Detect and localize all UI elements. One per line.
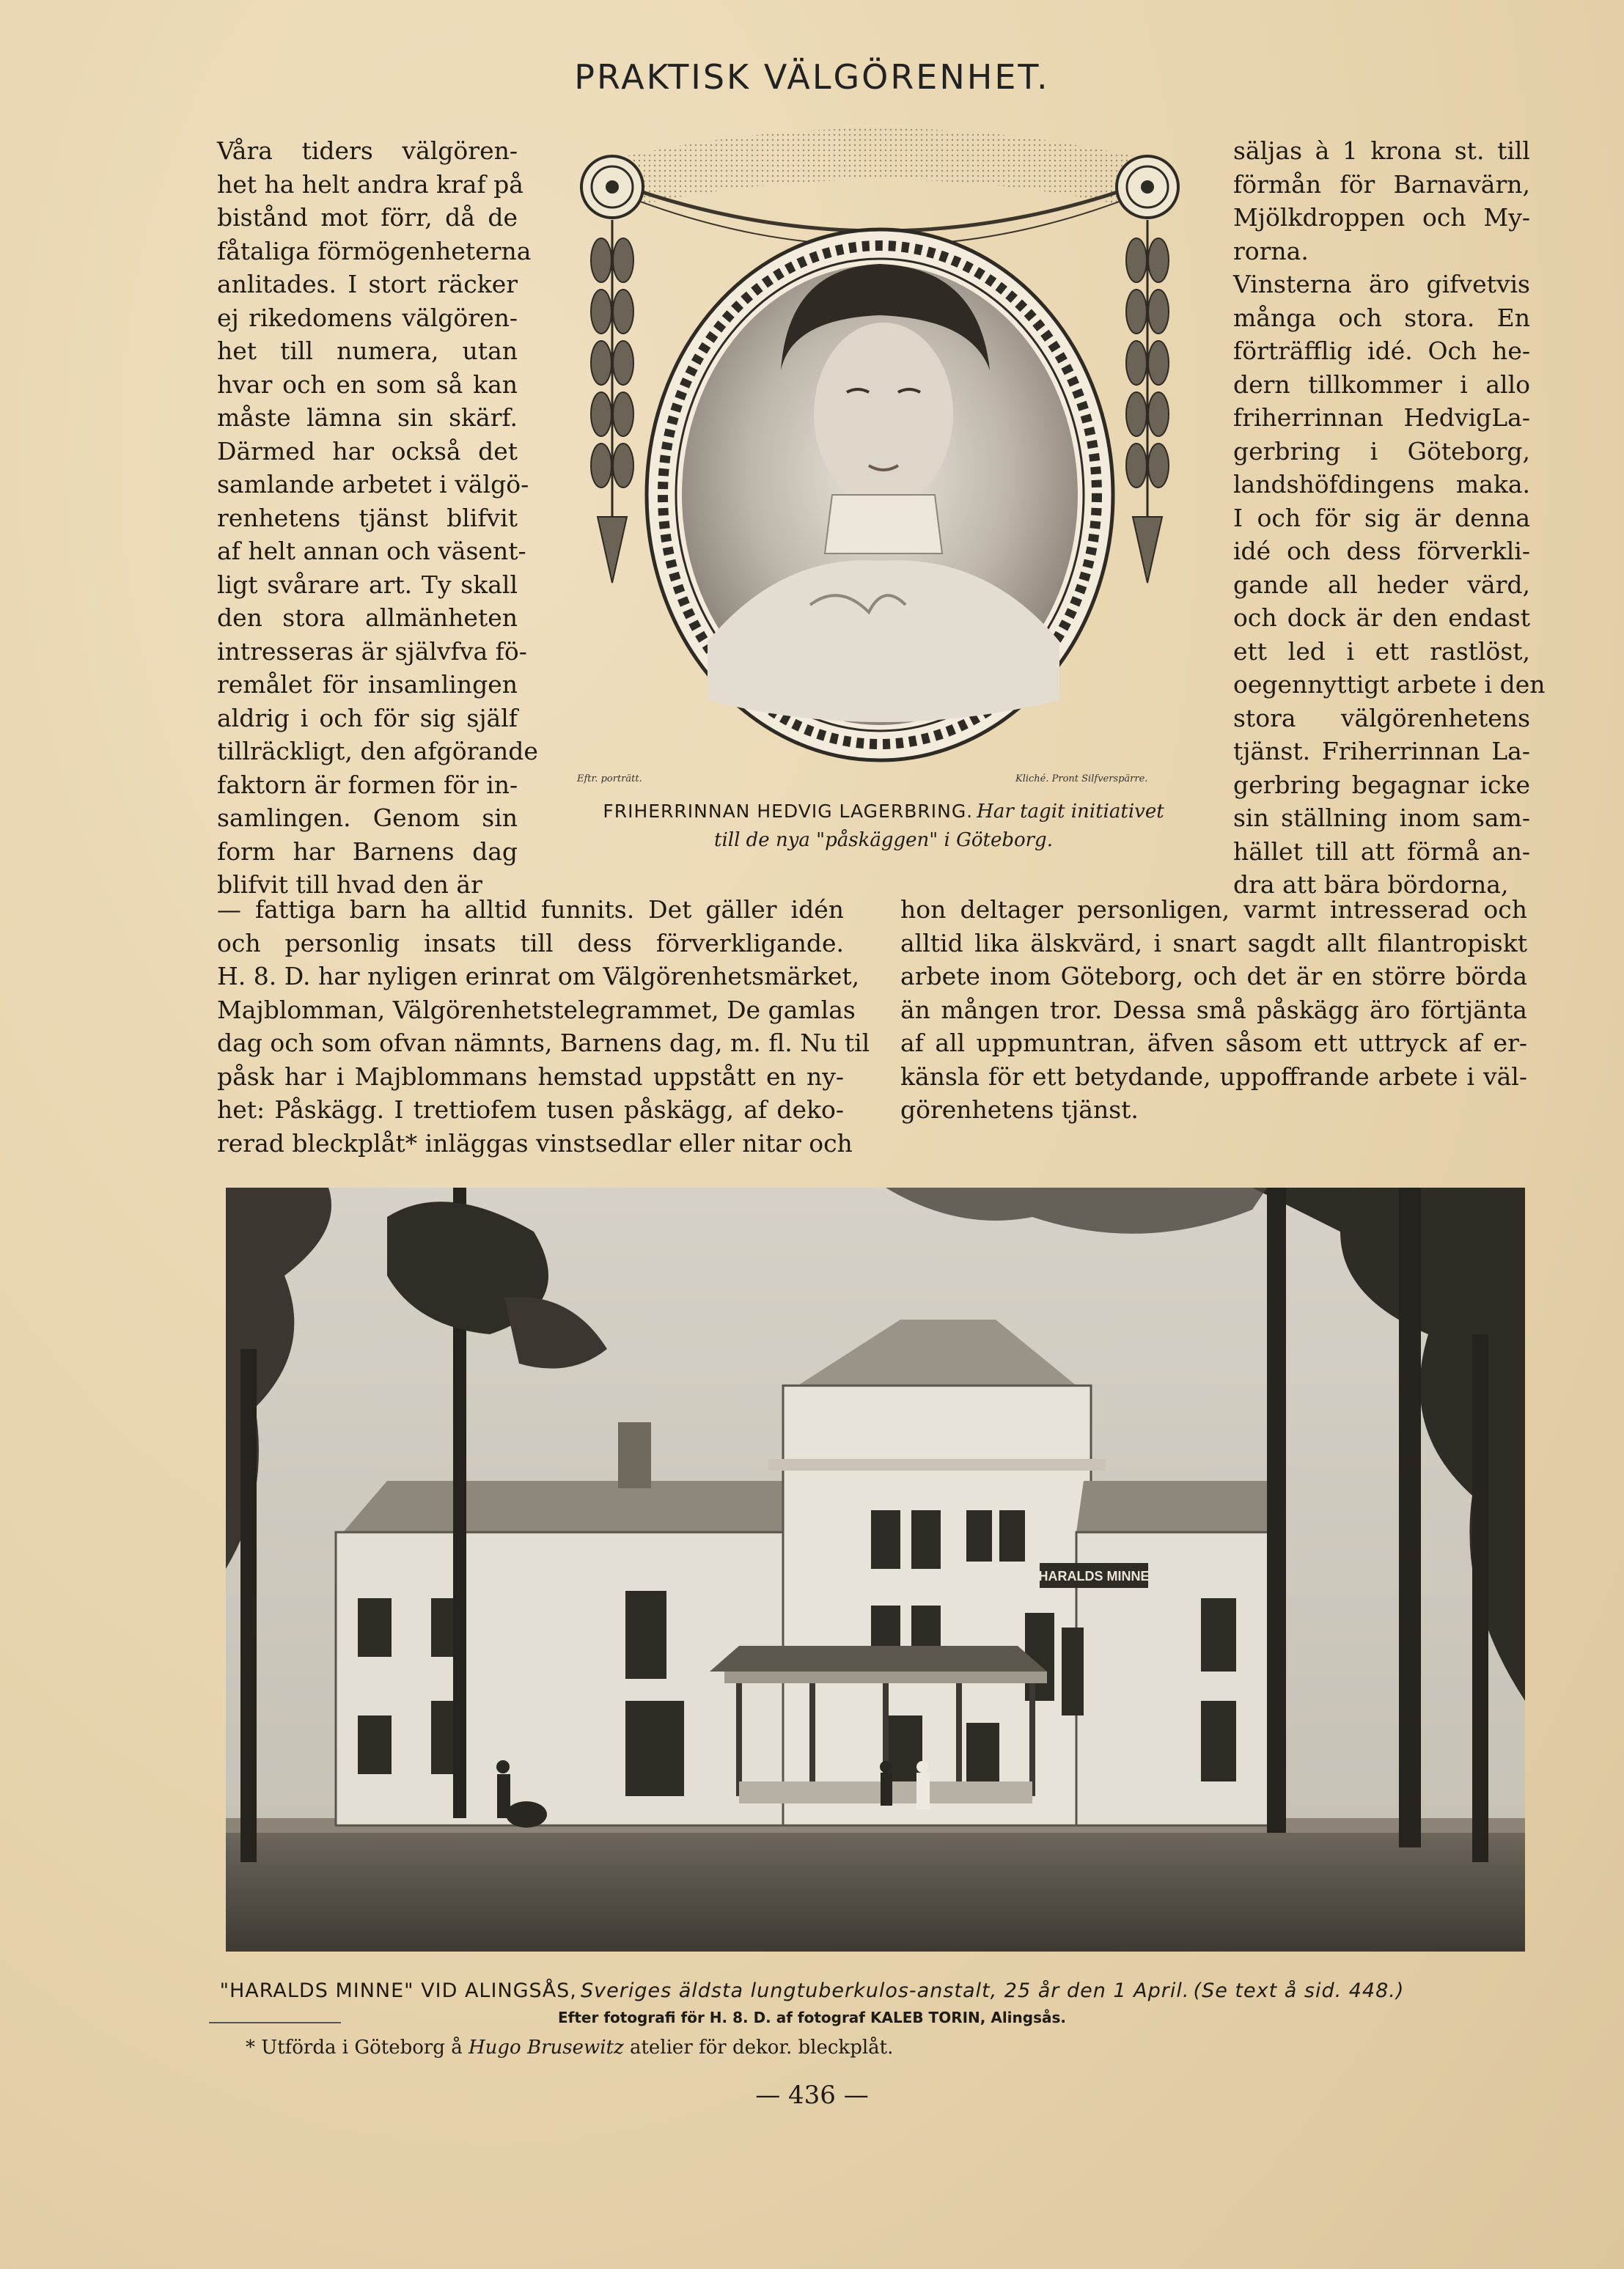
left-column-line: ej rikedomens välgören- — [217, 303, 518, 332]
right-column-line: gande all heder värd, — [1233, 570, 1530, 599]
photo-caption-ref: (Se text å sid. 448.) — [1193, 1979, 1405, 2002]
right-column-line: förträfflig idé. Och he- — [1233, 337, 1530, 365]
right-column-line: gerbring i Göteborg, — [1233, 436, 1530, 466]
portrait-credit-right: Kliché. Pront Silfverspärre. — [1015, 773, 1148, 784]
bottom-right-line: af all uppmuntran, äfven såsom ett uttryck af er- — [900, 1029, 1527, 1057]
right-column-line: stora välgörenhetens — [1233, 703, 1530, 732]
right-column-line: oegennyttigt arbete i den — [1233, 670, 1546, 699]
right-column-line: gerbring begagnar icke — [1233, 770, 1530, 799]
bottom-right-line: alltid lika älskvärd, i snart sagdt allt filantropiskt — [900, 928, 1527, 957]
left-column-line: samlingen. Genom sin — [217, 803, 518, 832]
portrait-credit-left: Eftr. porträtt. — [577, 773, 642, 784]
right-column-line: I och för sig är denna — [1233, 503, 1530, 532]
right-column — [1233, 134, 1546, 902]
left-column-line: faktorn är formen för in- — [217, 770, 518, 799]
page-number: — 436 — — [755, 2081, 869, 2110]
bottom-right-column — [900, 893, 1527, 1127]
portrait-figure — [561, 128, 1199, 784]
left-column-line: Våra tiders välgören- — [217, 136, 518, 165]
left-column-line: fåtaliga förmögenheterna — [217, 236, 532, 265]
bottom-left-line: H. 8. D. har nyligen erinrat om Välgörenhetsmärket, — [217, 962, 860, 990]
right-column-line: dern tillkommer i allo — [1233, 369, 1530, 399]
portrait-caption-line2 — [565, 829, 1202, 851]
left-column-line: aldrig i och för sig själf — [217, 703, 518, 732]
portrait-caption-name: FRIHERRINNAN HEDVIG LAGERBRING. — [603, 801, 974, 822]
right-column-line: tjänst. Friherrinnan La- — [1233, 737, 1530, 765]
footnote-marker: * — [246, 2037, 255, 2059]
footnote-text-b: atelier för dekor. bleckplåt. — [629, 2037, 894, 2059]
bottom-left-line: påsk har i Majblommans hemstad uppstått en ny- — [217, 1062, 844, 1091]
ornamental-frame-icon — [561, 128, 1199, 777]
bottom-left-line: het: Påskägg. I trettiofem tusen påskägg, af deko- — [217, 1095, 844, 1124]
bottom-right-line: än mången tror. Dessa små påskägg äro förtjänta — [900, 995, 1527, 1024]
left-column-line: blifvit till hvad den är — [217, 870, 482, 899]
portrait-caption-italic-2: till de nya "påskäggen" i Göteborg. — [714, 829, 1053, 851]
footnote-text-a: Utförda i Göteborg å — [261, 2037, 463, 2059]
left-column-line: Därmed har också det — [217, 436, 518, 466]
left-column-line: samlande arbetet i välgö- — [217, 470, 529, 499]
right-column-line: idé och dess förverkli- — [1233, 537, 1530, 565]
right-column-line: landshöfdingens maka. — [1233, 470, 1530, 499]
right-column-line: säljas à 1 krona st. till — [1233, 136, 1530, 165]
right-column-line: sin ställning inom sam- — [1233, 803, 1530, 832]
left-column-line: måste lämna sin skärf. — [217, 403, 518, 432]
page-title: PRAKTISK VÄLGÖRENHET. — [574, 57, 1050, 97]
left-column-line: intresseras är självfva fö- — [217, 636, 527, 666]
bottom-left-column — [217, 893, 870, 1160]
bottom-left-line: Majblomman, Välgörenhetstelegrammet, De gamlas — [217, 995, 856, 1024]
photo-caption-italic: Sveriges äldsta lungtuberkulos-anstalt, 25 år den 1 April. — [580, 1979, 1190, 2002]
building-photograph — [226, 1188, 1525, 1952]
bottom-right-line: görenhetens tjänst. — [900, 1095, 1139, 1124]
left-column-line: hvar och en som så kan — [217, 369, 518, 399]
portrait-caption-italic-1: Har tagit initiativet — [977, 801, 1164, 823]
footnote — [246, 2037, 893, 2059]
left-column-line: remålet för insamlingen — [217, 670, 518, 699]
right-column-line: dra att bära bördorna, — [1233, 870, 1509, 899]
right-column-line: Vinsterna äro gifvetvis — [1233, 270, 1530, 298]
rosette-left-icon — [581, 156, 643, 218]
bottom-right-line: känsla för ett betydande, uppoffrande arbete i väl- — [900, 1062, 1527, 1091]
left-column-line: het ha helt andra kraf på — [217, 169, 523, 199]
left-column-line: renhetens tjänst blifvit — [217, 503, 518, 532]
building-sign: HARALDS MINNE — [1038, 1569, 1150, 1584]
right-column-line: friherrinnan HedvigLa- — [1233, 403, 1530, 432]
right-column-line: förmån för Barnavärn, — [1233, 169, 1530, 199]
portrait-caption — [565, 801, 1202, 823]
left-column-line: anlitades. I stort räcker — [217, 270, 518, 298]
left-column-line: bistånd mot förr, då de — [217, 203, 518, 232]
right-column-line: rorna. — [1233, 236, 1309, 265]
left-column-line: af helt annan och väsent- — [217, 537, 526, 565]
photo-credit: Efter fotografi för H. 8. D. af fotograf KALEB TORIN, Alingsås. — [558, 2009, 1066, 2026]
right-column-line: hället till att förmå an- — [1233, 836, 1530, 866]
bottom-right-line: hon deltager personligen, varmt intresserad och — [900, 895, 1527, 924]
rosette-right-icon — [1117, 156, 1178, 218]
left-column-line: den stora allmänheten — [217, 603, 518, 632]
right-column-line: ett led i ett rastlöst, — [1233, 636, 1530, 666]
photo-caption — [0, 1979, 1624, 2002]
left-column — [217, 134, 538, 902]
footnote-text-italic: Hugo Brusewitz — [468, 2037, 624, 2059]
bottom-left-line: — fattiga barn ha alltid funnits. Det gäller idén — [217, 895, 844, 924]
right-column-line: och dock är den endast — [1233, 603, 1530, 632]
photo-caption-title: "HARALDS MINNE" VID ALINGSÅS, — [219, 1979, 577, 2002]
right-column-line: Mjölkdroppen och My- — [1233, 203, 1530, 232]
bottom-left-line: och personlig insats till dess förverkligande. — [217, 928, 844, 957]
right-column-line: många och stora. En — [1233, 303, 1530, 332]
left-column-line: tillräckligt, den afgörande — [217, 737, 538, 765]
bottom-left-line: dag och som ofvan nämnts, Barnens dag, m. fl. Nu til — [217, 1029, 870, 1057]
footnote-rule — [209, 2022, 341, 2023]
left-column-line: het till numera, utan — [217, 337, 518, 365]
bottom-left-line: rerad bleckplåt* inläggas vinstsedlar eller nitar och — [217, 1128, 853, 1158]
left-column-line: ligt svårare art. Ty skall — [217, 570, 518, 599]
left-column-line: form har Barnens dag — [217, 836, 518, 866]
bottom-right-line: arbete inom Göteborg, och det är en större börda — [900, 962, 1527, 990]
